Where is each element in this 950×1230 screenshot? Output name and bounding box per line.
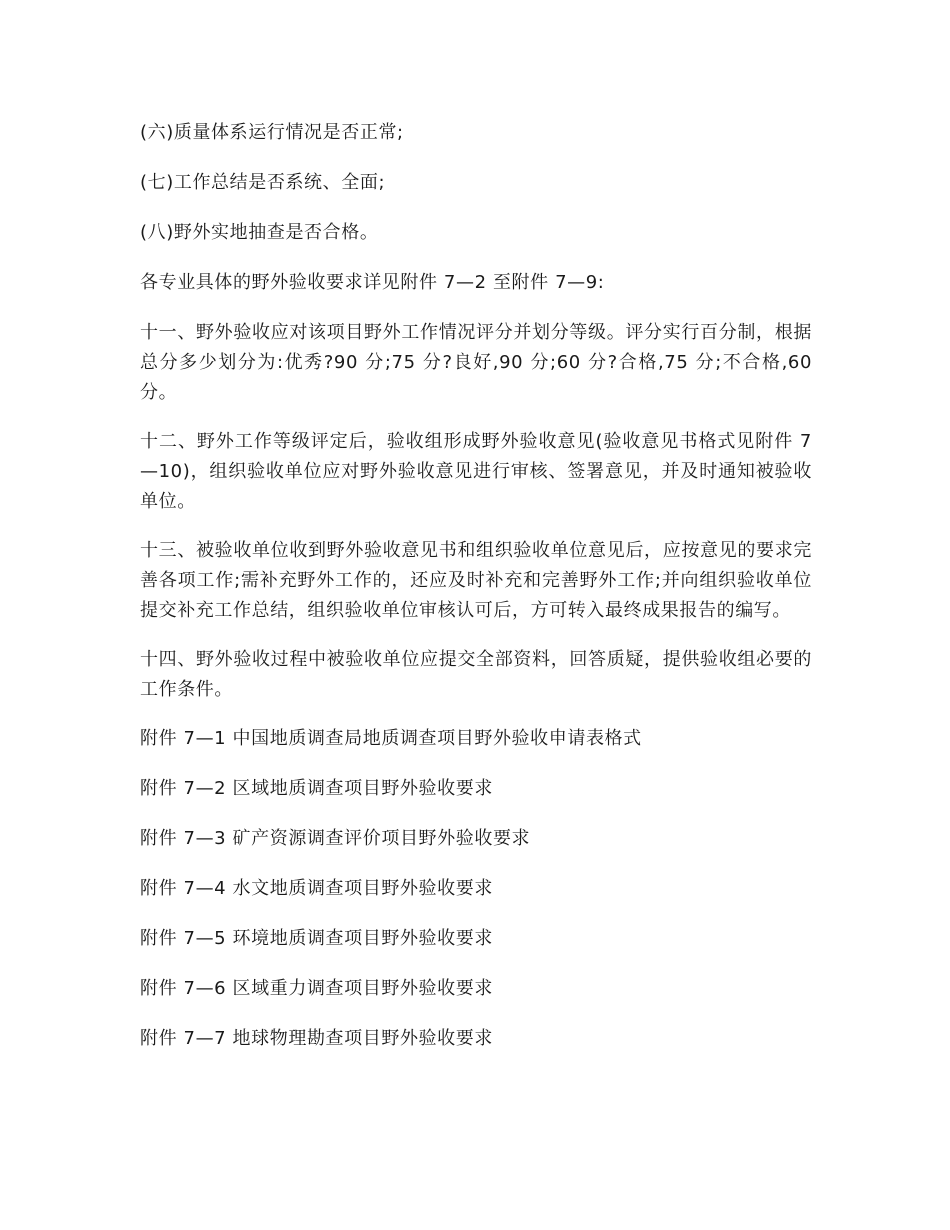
- appendix-item-7-6: 附件 7—6 区域重力调查项目野外验收要求: [140, 978, 493, 999]
- paragraph-work-summary: (七)工作总结是否系统、全面;: [140, 172, 386, 193]
- paragraph-article-11: 十一、野外验收应对该项目野外工作情况评分并划分等级。评分实行百分制，根据总分多少划分为:优秀?90 分;75 分?良好,90 分;60 分?合格,75 分;不合格,60 分。: [140, 322, 812, 403]
- document-body: [140, 118, 812, 1074]
- paragraph-quality-system: (六)质量体系运行情况是否正常;: [140, 122, 404, 143]
- paragraph-article-13: 十三、被验收单位收到野外验收意见书和组织验收单位意见后，应按意见的要求完善各项工作;需补充野外工作的，还应及时补充和完善野外工作;并向组织验收单位提交补充工作总结，组织验收单位审核认可后，方可转入最终成果报告的编写。: [140, 540, 812, 621]
- paragraph-specialty-requirements: 各专业具体的野外验收要求详见附件 7—2 至附件 7—9:: [140, 272, 605, 293]
- appendix-item-7-4: 附件 7—4 水文地质调查项目野外验收要求: [140, 878, 493, 899]
- appendix-item-7-2: 附件 7—2 区域地质调查项目野外验收要求: [140, 778, 493, 799]
- appendix-item-7-1: 附件 7—1 中国地质调查局地质调查项目野外验收申请表格式: [140, 728, 642, 749]
- paragraph-article-12: 十二、野外工作等级评定后，验收组形成野外验收意见(验收意见书格式见附件 7—10)，组织验收单位应对野外验收意见进行审核、签署意见，并及时通知被验收单位。: [140, 431, 812, 512]
- paragraph-article-14: 十四、野外验收过程中被验收单位应提交全部资料，回答质疑，提供验收组必要的工作条件。: [140, 649, 812, 700]
- appendix-item-7-5: 附件 7—5 环境地质调查项目野外验收要求: [140, 928, 493, 949]
- appendix-item-7-7: 附件 7—7 地球物理勘查项目野外验收要求: [140, 1028, 493, 1049]
- appendix-item-7-3: 附件 7—3 矿产资源调查评价项目野外验收要求: [140, 828, 531, 849]
- paragraph-field-check: (八)野外实地抽查是否合格。: [140, 222, 379, 243]
